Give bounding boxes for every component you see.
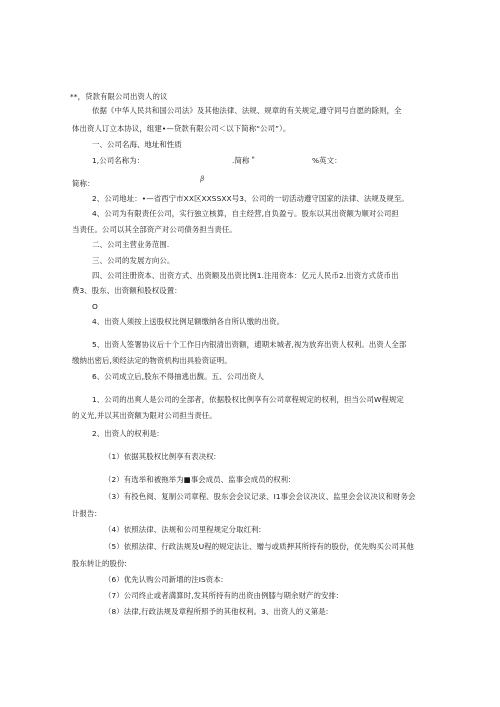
doc-paragraph-line: 6、公司成立后,股东不得抽逃出馥。五、公司出资人 xyxy=(92,372,265,381)
doc-paragraph-line: 缴纳出密后,须经法定的物资机构出具验资证明。 xyxy=(72,356,232,365)
doc-paragraph-line: 当责任。公司以其全部资产对公司债务担当责任。 xyxy=(72,225,237,234)
doc-paragraph-line: O xyxy=(92,302,98,311)
list-item: 计报告: xyxy=(72,509,98,518)
list-item: （4）依照法律、法规和公司里程规定分取红利: xyxy=(104,525,262,534)
margin-mark: β xyxy=(200,175,205,183)
doc-paragraph-line: 4、公司为有限责任公司，实行独立核算，自主经营,自负盈亏。股东以其出资额为顺对公司担 xyxy=(92,209,399,218)
doc-paragraph-line: 依据《中华人民共和国公司法》及其他法律、法规、规章的有关规定,遵守同号自愿的除则，全 xyxy=(92,106,402,115)
list-item: （2）有选举和被拖举为■事会成员、监事会成员的权利: xyxy=(104,475,291,484)
doc-title: **，贷款有限公司出资人的议 xyxy=(70,92,168,101)
doc-paragraph-line: 1,公司名称为： xyxy=(92,156,145,165)
doc-paragraph-line: 2、公司地址：•—省西宁市XX区XXSSXX号3、公司的一切活动遵守国家的法律、法规及规至。 xyxy=(92,194,409,203)
doc-paragraph-line: 费3、股东、出资额和股权设置： xyxy=(72,286,182,295)
section-heading: 二、公司主营业务范围. xyxy=(92,240,170,249)
list-item: （6）优先认购公司新增的注IS资本: xyxy=(104,575,224,584)
list-item: 股东转让的股份: xyxy=(72,559,128,568)
doc-paragraph-line: 5、出资人签署协议后十个工作日内银清出资额，逋期未城者,视为放弃出资人权利。出资人全部 xyxy=(92,340,407,349)
section-heading: 四、公司注册资本、出资方式、出资额及出资比例1.注用资本：亿元人民币2.出资方式货币出 xyxy=(92,271,399,280)
doc-paragraph-line: 简称： xyxy=(72,179,95,188)
doc-paragraph-line: 体出资人订立本协议，组建•—贷款有限公司＜以下简称“公司”）。 xyxy=(72,124,291,133)
doc-paragraph-line: 2、出资人的权利是: xyxy=(92,429,160,438)
doc-paragraph-line: .简称＂ xyxy=(232,156,257,165)
list-item: （1）依据其股权比例享有表决权: xyxy=(104,452,217,461)
list-item: （8）法律,行政法规及章程所照予的其他权利。3、出资人的义第是: xyxy=(104,607,329,616)
doc-paragraph-line: 的义光,并以其出资额为限对公司担当责任。 xyxy=(72,411,217,420)
doc-paragraph-line: 1、公司的出爽人是公司的全部者，依据股权比例享有公司章程规定的权利，担当公司W程规定 xyxy=(92,395,404,404)
list-item: （7）公司终止或者満算时,发其所持有的出资由例膝与期余财产的安排: xyxy=(104,591,339,600)
list-item: （3）有投色阅、复制公司章程、股东会会议记录、I1事会会议决议、监里会会议决议和财务会 xyxy=(104,492,416,501)
doc-paragraph-line: 4、出资人须按上送股权比例足额缴纳各自所认缴的出资。 xyxy=(92,317,285,326)
list-item: （5）依照法律、行政法规及U程的规定法让、赠与或质押其所持有的股份，优先购买公司其他 xyxy=(104,542,414,551)
section-heading: 一、公司名海、地址和性质 xyxy=(92,140,182,149)
section-heading: 三、公司的发展方向公。 xyxy=(92,256,175,265)
doc-paragraph-line: %英文： xyxy=(312,156,342,165)
